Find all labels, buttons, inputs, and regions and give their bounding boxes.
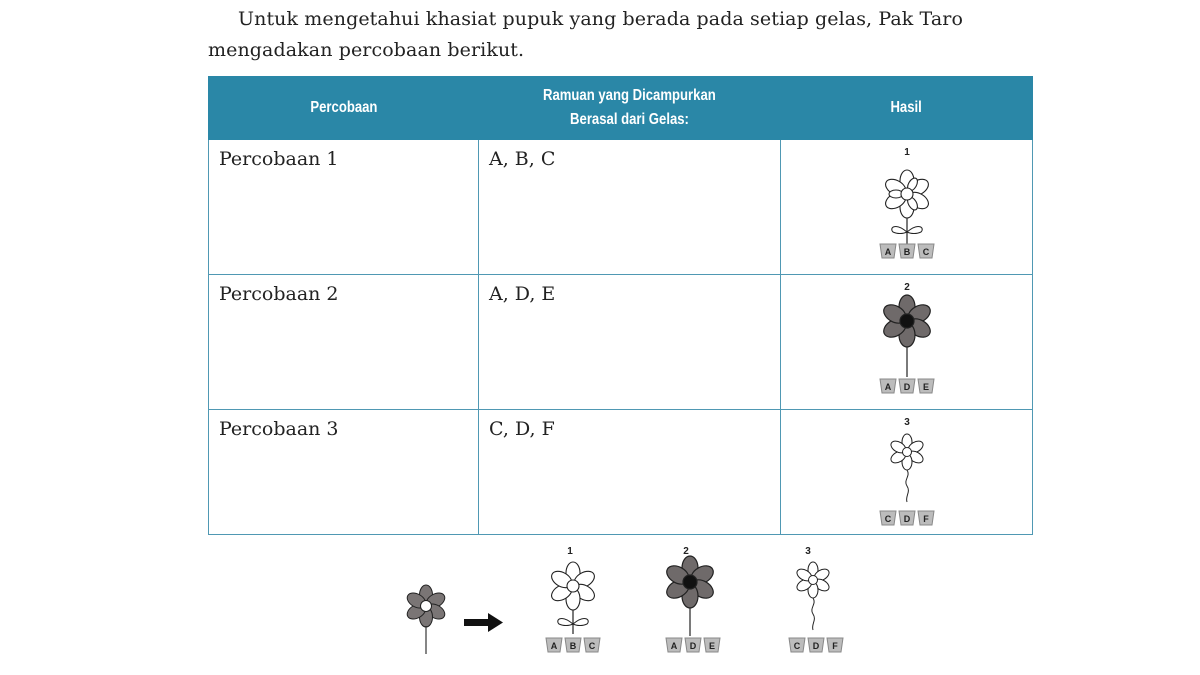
header-hasil: Hasil (781, 77, 1033, 140)
cups (546, 638, 600, 652)
cups (789, 638, 843, 652)
svg-text:C: C (922, 247, 929, 257)
row-name: Percobaan 3 (209, 410, 479, 535)
row-result (781, 275, 1033, 410)
row-mix: A, B, C (479, 140, 781, 275)
row-result (781, 140, 1033, 275)
original-flower-icon (405, 585, 448, 654)
flower-figure-1 (867, 144, 947, 260)
table-row (209, 275, 1033, 410)
header-ramuan: Ramuan yang Dicampurkan Berasal dari Gelas: (479, 77, 781, 140)
experiment-table (208, 76, 1033, 535)
figure-number: 3 (903, 417, 910, 428)
svg-text:A: A (550, 641, 558, 651)
figure-number: 3 (805, 546, 811, 557)
intro-paragraph (208, 4, 1048, 66)
summary-figure-1 (546, 546, 600, 652)
svg-text:D: D (903, 514, 910, 524)
row-name: Percobaan 1 (209, 140, 479, 275)
intro-line-2: mengadakan percobaan berikut. (208, 39, 525, 61)
summary-illustration (0, 540, 1200, 675)
arrow-right-icon (464, 613, 503, 632)
svg-text:C: C (884, 514, 891, 524)
summary-figure-3 (789, 546, 843, 652)
flower-dark-icon (663, 556, 716, 636)
svg-text:A: A (884, 247, 891, 257)
svg-text:D: D (812, 641, 820, 651)
table-row (209, 410, 1033, 535)
svg-text:C: C (793, 641, 801, 651)
intro-line-1: Untuk mengetahui khasiat pupuk yang berada pada setiap gelas, Pak Taro (238, 8, 963, 30)
row-mix: C, D, F (479, 410, 781, 535)
figure-number: 2 (903, 282, 910, 293)
table-header-row (209, 77, 1033, 140)
flower-dark-icon (880, 295, 933, 377)
figure-number: 1 (567, 546, 573, 557)
svg-text:D: D (903, 382, 910, 392)
cups (880, 379, 934, 393)
table-row (209, 140, 1033, 275)
svg-text:A: A (884, 382, 891, 392)
flower-figure-3 (867, 414, 947, 528)
svg-text:E: E (922, 382, 929, 392)
flower-outline-icon (882, 170, 931, 244)
cups (880, 244, 934, 258)
svg-text:D: D (689, 641, 697, 651)
row-result (781, 410, 1033, 535)
flower-figure-2 (867, 279, 947, 395)
svg-text:A: A (670, 641, 678, 651)
svg-text:C: C (588, 641, 596, 651)
flower-outline-icon (549, 562, 598, 634)
figure-number: 2 (683, 546, 689, 557)
header-percobaan: Percobaan (209, 77, 479, 140)
flower-small-outline-icon (888, 434, 924, 502)
svg-text:B: B (569, 641, 577, 651)
svg-text:F: F (922, 514, 929, 524)
svg-text:E: E (708, 641, 716, 651)
flower-small-outline-icon (795, 562, 831, 630)
svg-text:B: B (903, 247, 910, 257)
row-mix: A, D, E (479, 275, 781, 410)
figure-number: 1 (903, 147, 910, 158)
cups (666, 638, 720, 652)
row-name: Percobaan 2 (209, 275, 479, 410)
summary-figure-2 (663, 546, 720, 652)
cups (880, 511, 934, 525)
svg-text:F: F (832, 641, 838, 651)
